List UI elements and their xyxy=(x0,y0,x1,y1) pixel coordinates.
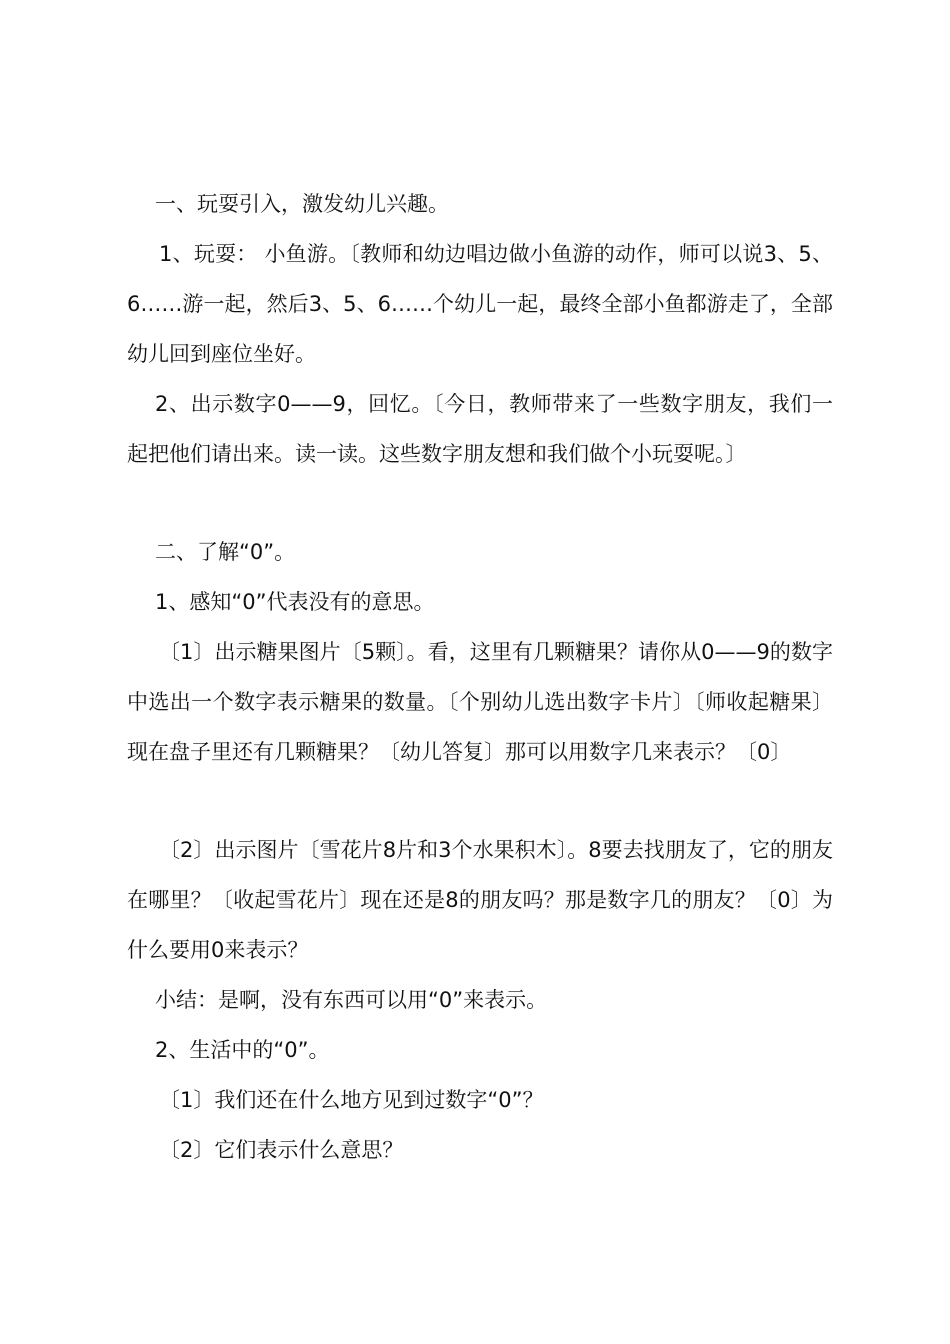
paragraph-show-numbers: 2、出示数字0——9，回忆。〔今日，教师带来了一些数字朋友，我们一起把他们请出来。读一读。这些数字朋友想和我们做个小玩耍呢。〕 xyxy=(127,392,833,466)
paragraph-candy-example: 〔1〕出示糖果图片〔5颗〕。看，这里有几颗糖果？请你从0——9的数字中选出一个数字表示糖果的数量。〔个别幼儿选出数字卡片〕〔师收起糖果〕现在盘子里还有几颗糖果？〔幼儿答复〕那可以用数字几来表示？〔0〕 xyxy=(127,640,833,764)
section-heading-1: 一、玩耍引入，激发幼儿兴趣。 xyxy=(155,192,449,216)
paragraph-snowflake-example: 〔2〕出示图片〔雪花片8片和3个水果积木〕。8要去找朋友了，它的朋友在哪里？〔收起雪花片〕现在还是8的朋友吗？那是数字几的朋友？〔0〕为什么要用0来表示？ xyxy=(127,838,833,962)
paragraph-perceive-zero: 1、感知“0”代表没有的意思。 xyxy=(155,590,435,614)
section-heading-2: 二、了解“0”。 xyxy=(155,540,296,564)
paragraph-game-intro: 1、玩耍： 小鱼游。〔教师和幼边唱边做小鱼游的动作，师可以说3、5、6……游一起，然后3、5、6……个幼儿一起，最终全部小鱼都游走了，全部幼儿回到座位坐好。 xyxy=(127,242,833,366)
paragraph-zero-in-life: 2、生活中的“0”。 xyxy=(155,1038,330,1062)
paragraph-question-2: 〔2〕它们表示什么意思？ xyxy=(159,1138,404,1162)
paragraph-question-1: 〔1〕我们还在什么地方见到过数字“0”？ xyxy=(159,1088,544,1112)
paragraph-summary: 小结：是啊，没有东西可以用“0”来表示。 xyxy=(155,988,548,1012)
